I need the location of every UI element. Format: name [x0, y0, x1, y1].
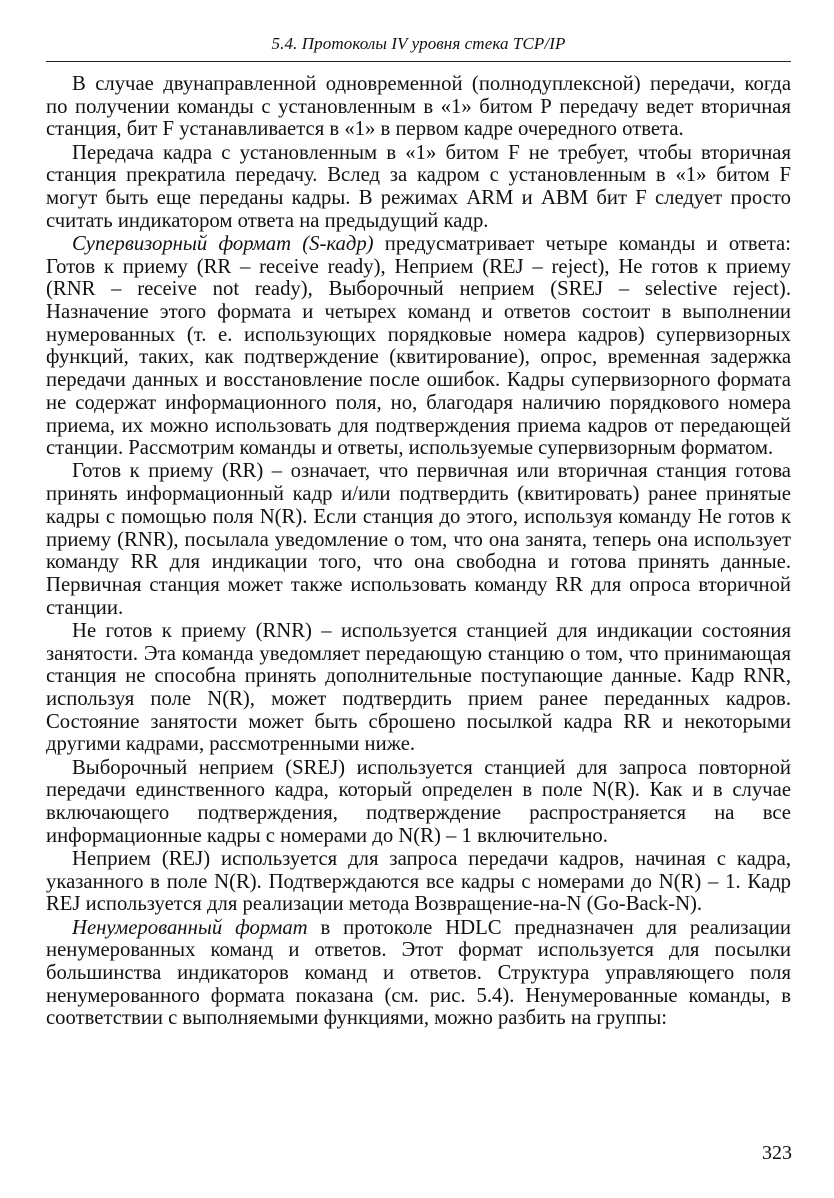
paragraph-duplex: [46, 73, 791, 141]
paragraph-text: Выборочный неприем (SREJ) используется станцией для запроса повторной передачи единственного кадра, который определен в поле N(R). Как и в случае включающего подтверждения, подтверждение распространяется на все информационные кадры с номерами до N(R) – 1 включительно.: [46, 756, 791, 847]
paragraph-rej: [46, 848, 791, 916]
paragraph-supervisory-format: [46, 233, 791, 460]
term-unnumbered-format: Ненумерованный формат: [72, 916, 308, 939]
paragraph-text: в протоколе HDLC предназначен для реализации ненумерованных команд и ответов. Этот формат используется для посылки большинства индикаторов команд и ответов. Структура управляющего поля ненумерованного формата показана (см. рис. 5.4). Ненумерованные команды, в соответствии с выполняемыми функциями, можно разбить на группы:: [46, 916, 791, 1030]
paragraph-text: предусматривает четыре команды и ответа: Готов к приему (RR – receive ready), Неприем (REJ – reject), Не готов к приему (RNR – receive not ready), Выборочный неприем (SREJ – selective reject). Назначение этого формата и четырех команд и ответов состоит в выполнении нумерованных (т. е. использующих порядковые номера кадров) супервизорных функций, таких, как подтверждение (квитирование), опрос, временная задержка передачи данных и восстановление после ошибок. Кадры супервизорного формата не содержат информационного поля, но, благодаря наличию порядкового номера приема, их можно использовать для подтверждения приема кадров от передающей станции. Рассмотрим команды и ответы, используемые супервизорным форматом.: [46, 232, 791, 460]
paragraph-text: Неприем (REJ) используется для запроса передачи кадров, начиная с кадра, указанного в поле N(R). Подтверждаются все кадры с номерами до N(R) – 1. Кадр REJ используется для реализации метода Возвращение-на-N (Go-Back-N).: [46, 847, 791, 916]
paragraph-text: Передача кадра с установленным в «1» битом F не требует, чтобы вторичная станция прекратила передачу. Вслед за кадром с установленным в «1» битом F могут быть еще переданы кадры. В режимах ARM и ABM бит F следует просто считать индикатором ответа на предыдущий кадр.: [46, 141, 791, 232]
paragraph-rnr: [46, 620, 791, 756]
paragraph-rr: [46, 460, 791, 619]
body-text: [46, 73, 791, 1031]
paragraph-text: Готов к приему (RR) – означает, что первичная или вторичная станция готова принять информационный кадр и/или подтвердить (квитировать) ранее принятые кадры с помощью поля N(R). Если станция до этого, используя команду Не готов к приему (RNR), посылала уведомление о том, что она занята, теперь она использует команду RR для индикации того, что она свободна и готова принять данные. Первичная станция может также использовать команду RR для опроса вторичной станции.: [46, 460, 791, 619]
page-number: 323: [762, 1142, 792, 1164]
paragraph-f-bit: [46, 142, 791, 233]
paragraph-unnumbered-format: [46, 917, 791, 1031]
paragraph-text: В случае двунаправленной одновременной (полнодуплексной) передачи, когда по получении команды с установленным в «1» битом Р передачу ведет вторичная станция, бит F устанавливается в «1» в первом кадре очередного ответа.: [46, 73, 791, 141]
running-head: 5.4. Протоколы IV уровня стека TCP/IP: [271, 34, 566, 53]
term-supervisory-format: Супервизорный формат (S-кадр): [72, 232, 374, 255]
paragraph-text: Не готов к приему (RNR) – используется станцией для индикации состояния занятости. Эта команда уведомляет передающую станцию о том, что принимающая станция не способна принять дополнительные поступающие данные. Кадр RNR, используя поле N(R), может подтвердить прием ранее переданных кадров. Состояние занятости может быть сброшено посылкой кадра RR и некоторыми другими кадрами, рассмотренными ниже.: [46, 619, 791, 756]
header-rule: [46, 61, 791, 62]
paragraph-srej: [46, 757, 791, 848]
